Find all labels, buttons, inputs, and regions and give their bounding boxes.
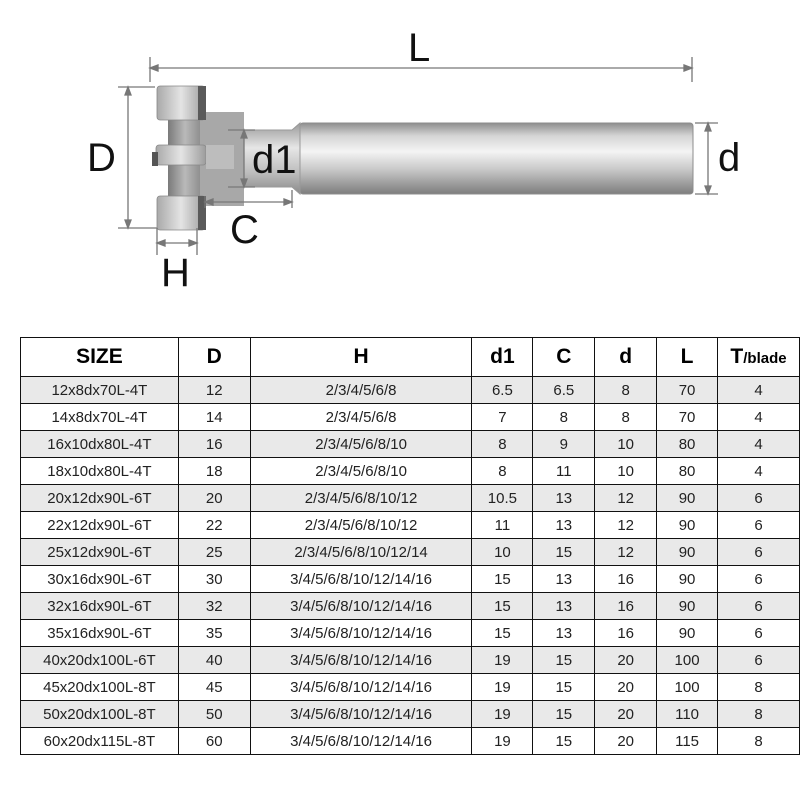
cell-d: 10 — [595, 458, 657, 485]
cell-size: 32x16dx90L-6T — [21, 593, 179, 620]
teeth-header-suffix: /blade — [743, 350, 787, 367]
cell-L: 90 — [657, 566, 718, 593]
label-d1: d1 — [252, 138, 297, 182]
cell-L: 90 — [657, 593, 718, 620]
cell-C: 13 — [533, 512, 595, 539]
cell-H: 2/3/4/5/6/8 — [250, 404, 472, 431]
cell-D: 20 — [178, 485, 250, 512]
cell-d1: 15 — [472, 566, 533, 593]
cell-teeth: 4 — [718, 458, 800, 485]
cell-d1: 10 — [472, 539, 533, 566]
cell-teeth: 4 — [718, 377, 800, 404]
cell-d1: 10.5 — [472, 485, 533, 512]
cell-H: 2/3/4/5/6/8/10/12 — [250, 512, 472, 539]
label-C: C — [230, 208, 259, 252]
cell-d: 16 — [595, 593, 657, 620]
label-d: d — [718, 136, 741, 180]
cell-H: 3/4/5/6/8/10/12/14/16 — [250, 728, 472, 755]
cell-teeth: 6 — [718, 593, 800, 620]
t-slot-cutter-drawing — [0, 0, 800, 330]
cell-D: 45 — [178, 674, 250, 701]
cell-D: 50 — [178, 701, 250, 728]
cell-d1: 11 — [472, 512, 533, 539]
cell-L: 110 — [657, 701, 718, 728]
cell-d1: 19 — [472, 728, 533, 755]
cell-H: 2/3/4/5/6/8/10 — [250, 431, 472, 458]
cell-C: 15 — [533, 674, 595, 701]
table-row — [21, 620, 800, 647]
cell-size: 35x16dx90L-6T — [21, 620, 179, 647]
cell-H: 3/4/5/6/8/10/12/14/16 — [250, 620, 472, 647]
cell-teeth: 6 — [718, 620, 800, 647]
cell-teeth: 4 — [718, 404, 800, 431]
table-row — [21, 539, 800, 566]
cell-d1: 7 — [472, 404, 533, 431]
cell-C: 15 — [533, 701, 595, 728]
cell-teeth: 6 — [718, 647, 800, 674]
teeth-header-main: T — [730, 345, 744, 368]
cell-d: 20 — [595, 701, 657, 728]
table-row — [21, 674, 800, 701]
cell-D: 14 — [178, 404, 250, 431]
cell-d1: 6.5 — [472, 377, 533, 404]
cell-H: 3/4/5/6/8/10/12/14/16 — [250, 701, 472, 728]
cell-H: 3/4/5/6/8/10/12/14/16 — [250, 593, 472, 620]
cell-C: 11 — [533, 458, 595, 485]
label-L: L — [408, 26, 431, 70]
cell-size: 40x20dx100L-6T — [21, 647, 179, 674]
cell-d: 20 — [595, 647, 657, 674]
table-row — [21, 647, 800, 674]
table-row — [21, 458, 800, 485]
table-row — [21, 566, 800, 593]
cell-D: 32 — [178, 593, 250, 620]
col-header-L: L — [657, 338, 718, 377]
cell-teeth: 4 — [718, 431, 800, 458]
cell-C: 13 — [533, 485, 595, 512]
cell-d: 8 — [595, 404, 657, 431]
cell-L: 80 — [657, 431, 718, 458]
cell-C: 15 — [533, 539, 595, 566]
cell-C: 15 — [533, 728, 595, 755]
cell-C: 13 — [533, 620, 595, 647]
cell-d1: 8 — [472, 458, 533, 485]
cell-d1: 8 — [472, 431, 533, 458]
spec-table — [20, 337, 800, 755]
cell-d: 20 — [595, 674, 657, 701]
cell-L: 70 — [657, 404, 718, 431]
cell-C: 9 — [533, 431, 595, 458]
cell-H: 2/3/4/5/6/8 — [250, 377, 472, 404]
cell-C: 13 — [533, 593, 595, 620]
col-header-C: C — [533, 338, 595, 377]
col-header-H: H — [250, 338, 472, 377]
cell-D: 35 — [178, 620, 250, 647]
table-row — [21, 404, 800, 431]
cell-d: 12 — [595, 539, 657, 566]
cell-L: 115 — [657, 728, 718, 755]
cell-d: 16 — [595, 566, 657, 593]
cell-teeth: 6 — [718, 512, 800, 539]
table-row — [21, 593, 800, 620]
table-body — [21, 377, 800, 755]
cell-C: 8 — [533, 404, 595, 431]
cell-size: 12x8dx70L-4T — [21, 377, 179, 404]
shank — [300, 123, 693, 194]
cell-teeth: 8 — [718, 728, 800, 755]
table-row — [21, 377, 800, 404]
col-header-d: d — [595, 338, 657, 377]
cell-d1: 15 — [472, 620, 533, 647]
col-header-size: SIZE — [21, 338, 179, 377]
cell-H: 3/4/5/6/8/10/12/14/16 — [250, 674, 472, 701]
product-diagram — [0, 0, 800, 330]
cell-size: 18x10dx80L-4T — [21, 458, 179, 485]
cell-size: 50x20dx100L-8T — [21, 701, 179, 728]
cell-size: 16x10dx80L-4T — [21, 431, 179, 458]
cell-D: 40 — [178, 647, 250, 674]
cell-size: 45x20dx100L-8T — [21, 674, 179, 701]
table-row — [21, 728, 800, 755]
cell-H: 2/3/4/5/6/8/10 — [250, 458, 472, 485]
cell-size: 20x12dx90L-6T — [21, 485, 179, 512]
cell-d1: 19 — [472, 701, 533, 728]
col-header-d1: d1 — [472, 338, 533, 377]
cell-d: 16 — [595, 620, 657, 647]
cell-H: 2/3/4/5/6/8/10/12/14 — [250, 539, 472, 566]
cell-H: 2/3/4/5/6/8/10/12 — [250, 485, 472, 512]
cell-d: 8 — [595, 377, 657, 404]
label-H: H — [161, 251, 190, 295]
cell-C: 15 — [533, 647, 595, 674]
cell-size: 14x8dx70L-4T — [21, 404, 179, 431]
col-header-teeth — [718, 338, 800, 377]
col-header-D: D — [178, 338, 250, 377]
cell-size: 30x16dx90L-6T — [21, 566, 179, 593]
cell-D: 18 — [178, 458, 250, 485]
dimension-d — [695, 123, 718, 194]
header-row — [21, 338, 800, 377]
cell-teeth: 6 — [718, 485, 800, 512]
cell-teeth: 8 — [718, 701, 800, 728]
cell-size: 22x12dx90L-6T — [21, 512, 179, 539]
label-D: D — [87, 136, 116, 180]
cell-L: 90 — [657, 539, 718, 566]
cell-d: 12 — [595, 512, 657, 539]
cell-teeth: 8 — [718, 674, 800, 701]
table-row — [21, 485, 800, 512]
cell-L: 100 — [657, 647, 718, 674]
table-row — [21, 512, 800, 539]
cell-d1: 19 — [472, 647, 533, 674]
cell-L: 90 — [657, 485, 718, 512]
cell-L: 100 — [657, 674, 718, 701]
cell-size: 60x20dx115L-8T — [21, 728, 179, 755]
cell-H: 3/4/5/6/8/10/12/14/16 — [250, 566, 472, 593]
cell-C: 13 — [533, 566, 595, 593]
table-row — [21, 431, 800, 458]
cell-L: 90 — [657, 620, 718, 647]
cell-D: 25 — [178, 539, 250, 566]
cell-size: 25x12dx90L-6T — [21, 539, 179, 566]
cell-D: 30 — [178, 566, 250, 593]
cell-teeth: 6 — [718, 539, 800, 566]
cell-D: 16 — [178, 431, 250, 458]
cell-teeth: 6 — [718, 566, 800, 593]
cell-d: 10 — [595, 431, 657, 458]
cell-H: 3/4/5/6/8/10/12/14/16 — [250, 647, 472, 674]
cell-L: 70 — [657, 377, 718, 404]
cell-d1: 15 — [472, 593, 533, 620]
cell-d: 12 — [595, 485, 657, 512]
cell-L: 80 — [657, 458, 718, 485]
cell-L: 90 — [657, 512, 718, 539]
cell-d: 20 — [595, 728, 657, 755]
cell-C: 6.5 — [533, 377, 595, 404]
cell-D: 12 — [178, 377, 250, 404]
cell-d1: 19 — [472, 674, 533, 701]
cell-D: 60 — [178, 728, 250, 755]
cell-D: 22 — [178, 512, 250, 539]
table-row — [21, 701, 800, 728]
